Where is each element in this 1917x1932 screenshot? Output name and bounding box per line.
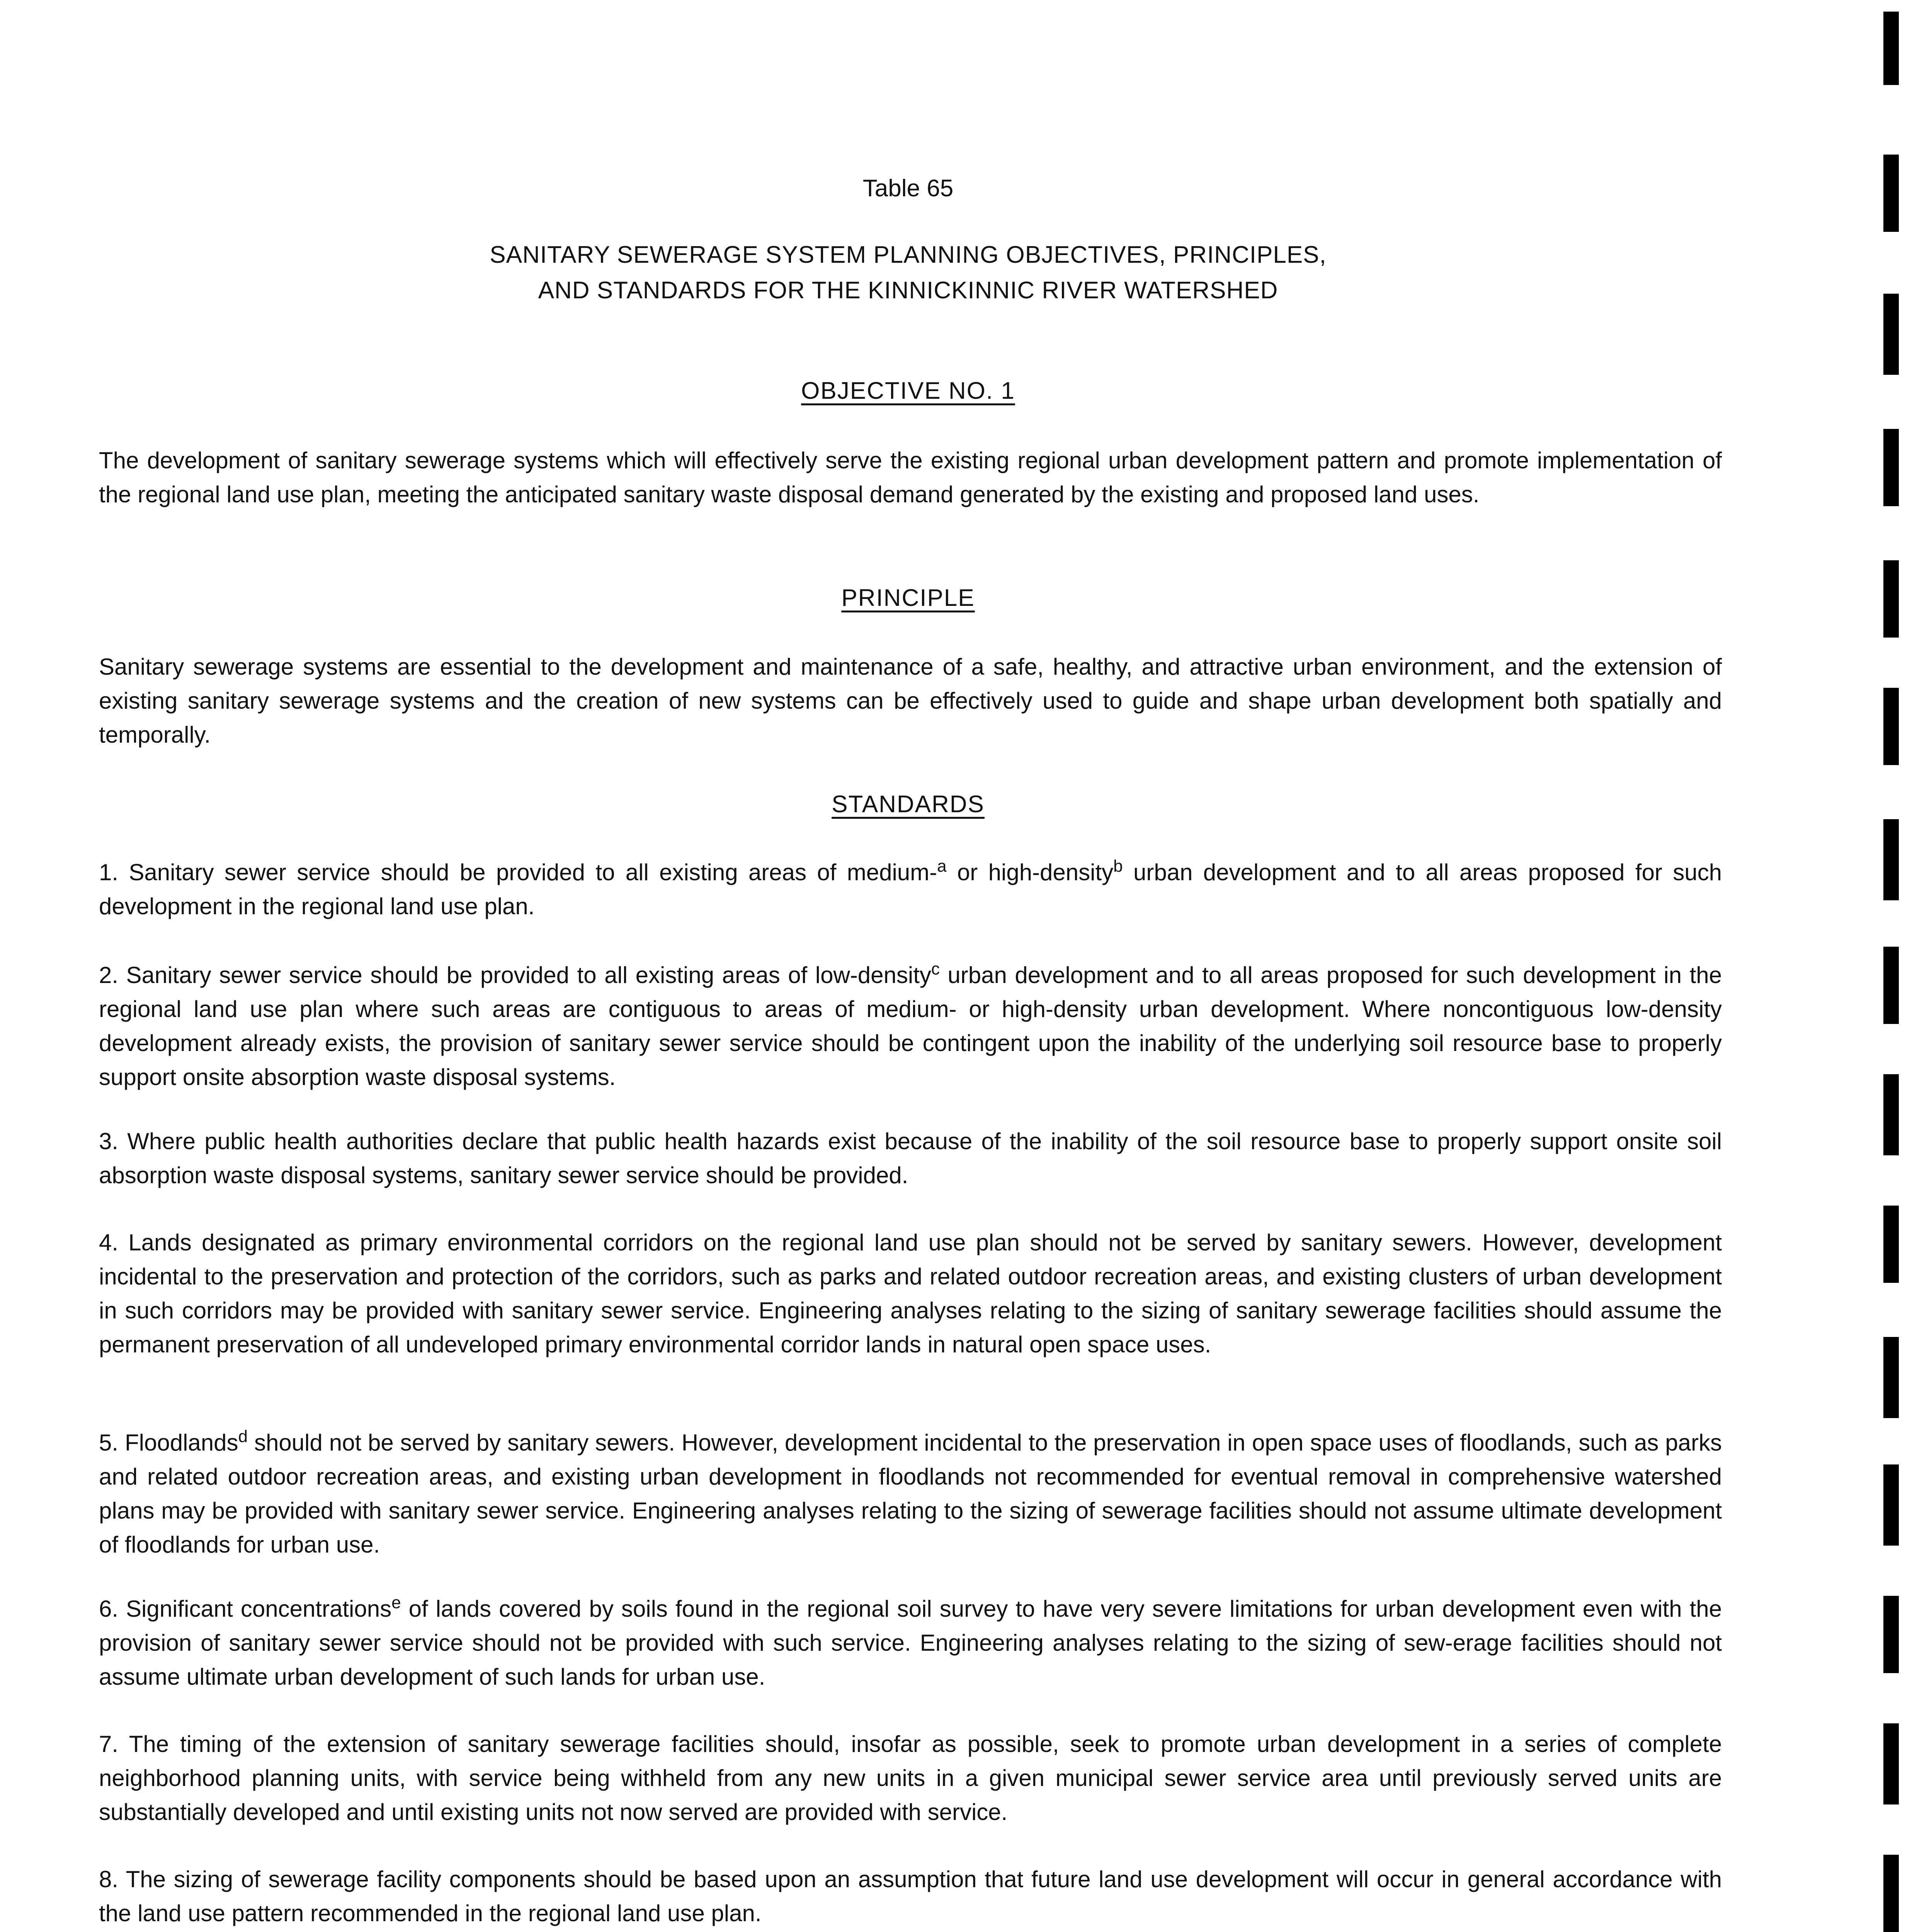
standard-2 bbox=[99, 958, 1722, 1094]
edge-mark bbox=[1883, 1074, 1899, 1155]
footnote-ref-a: a bbox=[937, 857, 947, 876]
standard-4: 4. Lands designated as primary environmental corridors on the regional land use plan should not be served by sanitary sewers. However, development incidental to the preservation and protection of the corridors, such as parks and related outdoor recreation areas, and existing clusters of urban development in such corridors may be provided with sanitary sewer service. Engineering analyses relating to the sizing of sanitary sewerage facilities should assume the permanent preservation of all undeveloped primary environmental corridor lands in natural open space uses. bbox=[99, 1230, 1722, 1357]
edge-mark bbox=[1883, 294, 1899, 375]
standard-5 bbox=[99, 1426, 1722, 1562]
edge-mark bbox=[1883, 1596, 1899, 1673]
objective-1-text: The development of sanitary sewerage systems which will effectively serve the existing regional urban development pattern and promote implementation of the regional land use plan, meeting the anticipated sanitary waste disposal demand generated by the existing and proposed land uses. bbox=[99, 447, 1722, 507]
principle-heading bbox=[0, 583, 1816, 614]
footnote-ref-c: c bbox=[931, 959, 940, 978]
edge-mark bbox=[1883, 155, 1899, 232]
standard-6-text-b: of lands covered by soils found in the regional soil survey to have very severe limitations for urban development even with the provision of sanitary sewer service should not be provided with such service. Engineering analyses relating to the sizing of sew-erage facilities should not assume ultimate urban development of such lands for urban use. bbox=[99, 1596, 1722, 1690]
table-title-line-1: SANITARY SEWERAGE SYSTEM PLANNING OBJECTIVES, PRINCIPLES, bbox=[490, 242, 1327, 268]
standard-8: 8. The sizing of sewerage facility components should be based upon an assumption that future land use development will occur in general accordance with the land use pattern recommended in the regional land use plan. bbox=[99, 1866, 1722, 1926]
edge-mark bbox=[1883, 947, 1899, 1024]
edge-mark bbox=[1883, 12, 1899, 85]
standard-1-text-b: or high-density bbox=[946, 859, 1114, 885]
standards-heading-text: STANDARDS bbox=[832, 791, 985, 818]
standard-2-text-a: 2. Sanitary sewer service should be provided to all existing areas of low-density bbox=[99, 962, 931, 988]
edge-mark bbox=[1883, 1464, 1899, 1546]
standard-5-text-a: 5. Floodlands bbox=[99, 1430, 238, 1456]
standards-heading bbox=[0, 789, 1816, 820]
edge-mark bbox=[1883, 688, 1899, 765]
standard-6-text-a: 6. Significant concentrations bbox=[99, 1596, 392, 1622]
edge-mark bbox=[1883, 1723, 1899, 1804]
standard-7: 7. The timing of the extension of sanitary sewerage facilities should, insofar as possible, seek to promote urban development in a series of complete neighborhood planning units, with service being withheld from any new units in a given municipal sewer service area until previously served units are substantially developed and until existing units not now served are provided with service. bbox=[99, 1731, 1722, 1825]
objective-1-heading-text: OBJECTIVE NO. 1 bbox=[801, 378, 1015, 404]
table-title-line-2: AND STANDARDS FOR THE KINNICKINNIC RIVER WATERSHED bbox=[538, 277, 1278, 304]
standard-6 bbox=[99, 1592, 1722, 1694]
footnote-ref-e: e bbox=[391, 1593, 401, 1612]
edge-mark bbox=[1883, 1206, 1899, 1283]
edge-mark bbox=[1883, 819, 1899, 900]
objective-1-heading bbox=[0, 376, 1816, 406]
edge-mark bbox=[1883, 560, 1899, 638]
table-number: Table 65 bbox=[862, 175, 954, 202]
standard-1-text-c: urban development and to all areas proposed for such development in the regional land use plan. bbox=[99, 859, 1722, 919]
standard-2-text-b: urban development and to all areas proposed for such development in the regional land use plan where such areas are contiguous to areas of medium- or high-density urban development. Where noncontiguous low-density development already exists, the provision of sanitary sewer service should be contingent upon the inability of the underlying soil resource base to properly support onsite absorption waste disposal systems. bbox=[99, 962, 1722, 1090]
edge-mark bbox=[1883, 1337, 1899, 1418]
standard-1-text-a: 1. Sanitary sewer service should be provided to all existing areas of medium- bbox=[99, 859, 937, 885]
standard-3: 3. Where public health authorities declare that public health hazards exist because of the inability of the soil resource base to properly support onsite soil absorption waste disposal systems, sanitary sewer service should be provided. bbox=[99, 1128, 1722, 1188]
footnote-ref-b: b bbox=[1113, 857, 1123, 876]
edge-mark bbox=[1883, 429, 1899, 506]
principle-text: Sanitary sewerage systems are essential to the development and maintenance of a safe, healthy, and attractive urban environment, and the extension of existing sanitary sewerage systems and the creation of new systems can be effectively used to guide and shape urban development both spatially and temporally. bbox=[99, 654, 1722, 748]
standard-1 bbox=[99, 855, 1722, 923]
footnote-ref-d: d bbox=[238, 1427, 248, 1446]
standard-5-text-b: should not be served by sanitary sewers. However, development incidental to the preservation in open space uses of floodlands, such as parks and related outdoor recreation areas, and existing urban development in floodlands not recommended for eventual removal in comprehensive watershed plans may be provided with sanitary sewer service. Engineering analyses relating to the sizing of sewerage facilities should not assume ultimate development of floodlands for urban use. bbox=[99, 1430, 1722, 1558]
edge-mark bbox=[1883, 1855, 1899, 1932]
principle-heading-text: PRINCIPLE bbox=[841, 585, 975, 611]
